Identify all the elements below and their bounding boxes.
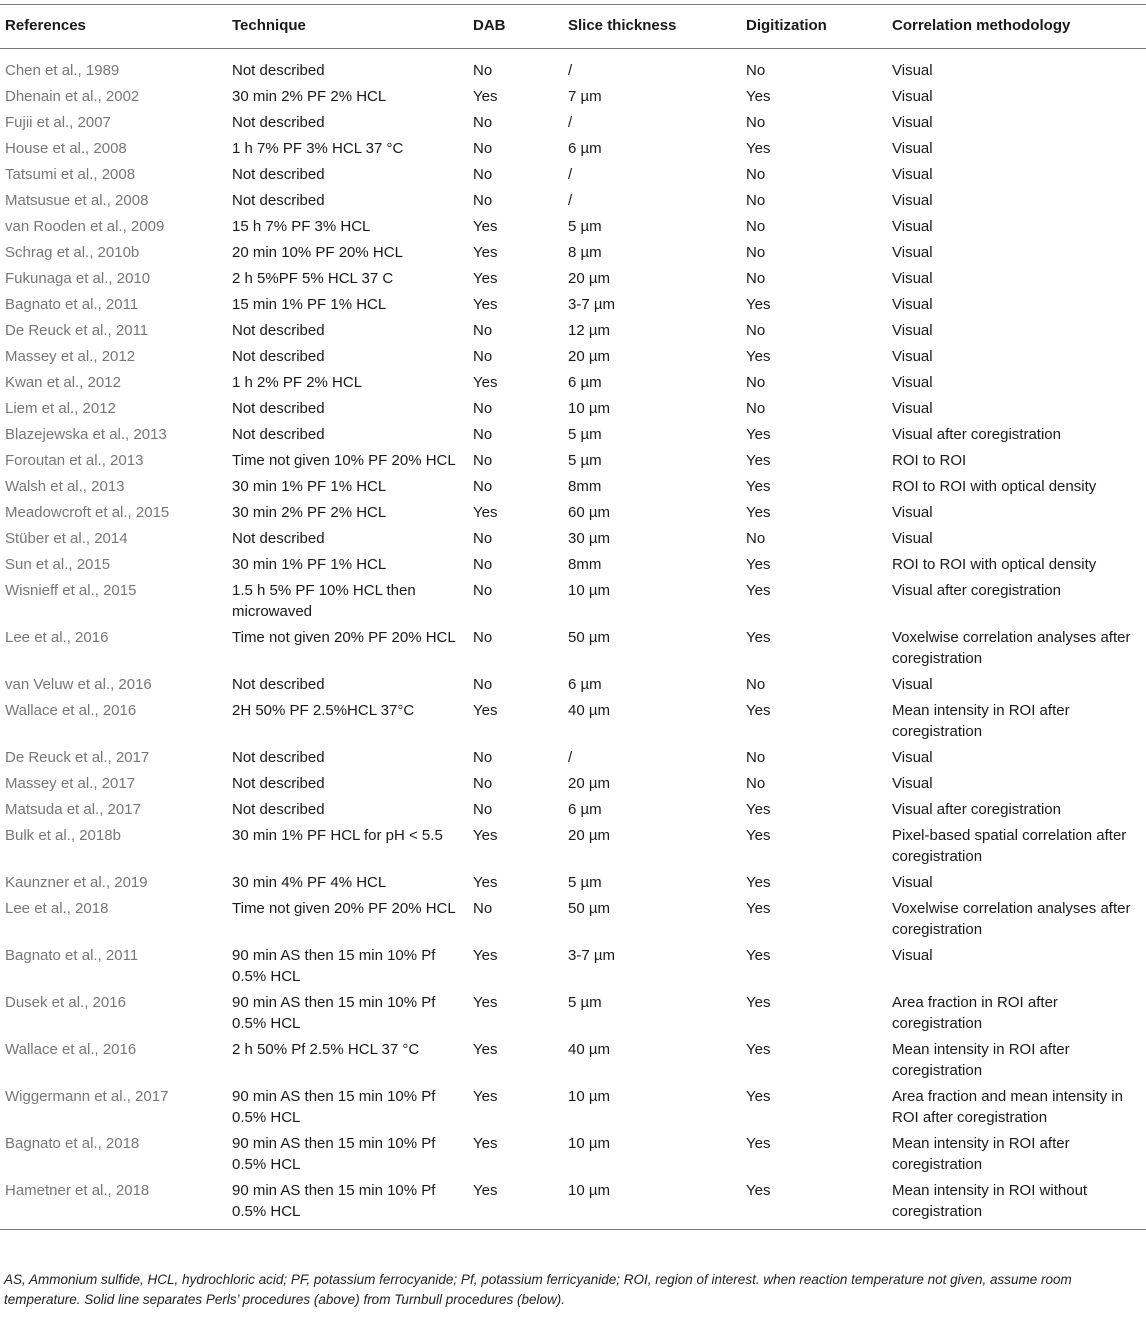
digitization-cell: No (746, 114, 766, 131)
technique-cell: Not described (232, 322, 325, 339)
dab-cell: Yes (473, 1088, 498, 1105)
correlation-methodology-cell: Area fraction and mean intensity in ROI after coregistration (892, 1088, 1123, 1126)
table-row (0, 292, 1146, 318)
correlation-methodology-cell: Visual (892, 192, 933, 209)
table-row (0, 396, 1146, 422)
table-row (0, 990, 1146, 1037)
digitization-cell: Yes (746, 947, 771, 964)
dab-cell: No (473, 801, 493, 818)
digitization-cell: Yes (746, 504, 771, 521)
reference-cell: Dhenain et al., 2002 (5, 88, 140, 105)
correlation-methodology-cell: ROI to ROI (892, 452, 967, 469)
table-row (0, 188, 1146, 214)
slice-thickness-cell: 8mm (568, 478, 602, 495)
dab-cell: No (473, 348, 493, 365)
digitization-cell: No (746, 244, 766, 261)
dab-cell: Yes (473, 374, 498, 391)
technique-cell: Not described (232, 530, 325, 547)
slice-thickness-cell: 10 µm (563, 1178, 741, 1230)
dab-cell: No (473, 452, 493, 469)
table-row (0, 672, 1146, 698)
slice-thickness-cell: / (568, 749, 573, 766)
slice-thickness-cell: 5 µm (568, 218, 602, 235)
slice-thickness-cell: 10 µm (568, 1088, 610, 1105)
correlation-methodology-cell: ROI to ROI with optical density (892, 478, 1097, 495)
table-row (0, 318, 1146, 344)
correlation-methodology-cell: Mean intensity in ROI after coregistration (892, 702, 1070, 740)
reference-cell: Kwan et al., 2012 (5, 374, 121, 391)
reference-cell: Liem et al., 2012 (5, 400, 116, 417)
correlation-methodology-cell: Visual (892, 676, 933, 693)
table-row (0, 578, 1146, 625)
digitization-cell: Yes (746, 582, 771, 599)
correlation-methodology-cell: Visual after coregistration (892, 801, 1061, 818)
dab-cell: Yes (473, 296, 498, 313)
table-row (0, 474, 1146, 500)
dab-cell: Yes (468, 1178, 563, 1230)
table-row (0, 552, 1146, 578)
digitization-cell: No (746, 322, 766, 339)
dab-cell: No (473, 775, 493, 792)
correlation-methodology-cell: Visual (892, 530, 933, 547)
slice-thickness-cell: 20 µm (568, 348, 610, 365)
digitization-cell: No (746, 749, 766, 766)
header-digitization: Digitization (741, 5, 887, 49)
digitization-cell: Yes (746, 88, 771, 105)
reference-cell: Massey et al., 2017 (5, 775, 136, 792)
table-row (0, 896, 1146, 943)
table-row (0, 943, 1146, 990)
slice-thickness-cell: 50 µm (568, 900, 610, 917)
dab-cell: Yes (473, 88, 498, 105)
technique-cell: 2 h 50% Pf 2.5% HCL 37 °C (232, 1041, 420, 1058)
technique-cell: 2 h 5%PF 5% HCL 37 C (232, 270, 394, 287)
technique-cell: Not described (232, 801, 325, 818)
digitization-cell: Yes (746, 629, 771, 646)
reference-cell: Bagnato et al., 2011 (5, 947, 139, 964)
digitization-cell: Yes (746, 994, 771, 1011)
header-correlation-methodology: Correlation methodology (887, 5, 1146, 49)
technique-cell: 30 min 1% PF HCL for pH < 5.5 (232, 827, 443, 844)
slice-thickness-cell: 20 µm (568, 270, 610, 287)
table-row (0, 240, 1146, 266)
slice-thickness-cell: 8 µm (568, 244, 602, 261)
digitization-cell: Yes (746, 478, 771, 495)
header-row (0, 5, 1146, 49)
digitization-cell: No (746, 166, 766, 183)
table-row (0, 49, 1146, 85)
technique-cell: Not described (232, 62, 325, 79)
dab-cell: No (473, 114, 493, 131)
dab-cell: Yes (473, 994, 498, 1011)
slice-thickness-cell: 3-7 µm (568, 296, 615, 313)
slice-thickness-cell: 6 µm (568, 801, 602, 818)
references-table (0, 4, 1146, 1230)
reference-cell: Sun et al., 2015 (5, 556, 111, 573)
correlation-methodology-cell: Mean intensity in ROI after coregistration (892, 1135, 1070, 1173)
dab-cell: No (473, 582, 493, 599)
header-references: References (0, 5, 227, 49)
correlation-methodology-cell: Visual (892, 270, 933, 287)
correlation-methodology-cell: Visual (892, 218, 933, 235)
digitization-cell: Yes (746, 452, 771, 469)
slice-thickness-cell: / (568, 114, 573, 131)
table-row (0, 526, 1146, 552)
table-row (0, 1178, 1146, 1230)
dab-cell: No (473, 426, 493, 443)
technique-cell: 90 min AS then 15 min 10% Pf 0.5% HCL (232, 947, 436, 985)
slice-thickness-cell: 20 µm (568, 775, 610, 792)
table-row (0, 448, 1146, 474)
correlation-methodology-cell: Mean intensity in ROI after coregistration (892, 1041, 1070, 1079)
dab-cell: No (473, 900, 493, 917)
dab-cell: No (473, 629, 493, 646)
technique-cell: 20 min 10% PF 20% HCL (232, 244, 403, 261)
technique-cell: 90 min AS then 15 min 10% Pf 0.5% HCL (232, 1135, 436, 1173)
digitization-cell: Yes (746, 827, 771, 844)
table-row (0, 797, 1146, 823)
technique-cell: Time not given 20% PF 20% HCL (232, 629, 456, 646)
technique-cell: 15 min 1% PF 1% HCL (232, 296, 387, 313)
reference-cell: Wallace et al., 2016 (5, 702, 137, 719)
reference-cell: Schrag et al., 2010b (5, 244, 140, 261)
table-row (0, 870, 1146, 896)
correlation-methodology-cell: Visual (892, 874, 933, 891)
digitization-cell: No (746, 270, 766, 287)
reference-cell: Fujii et al., 2007 (5, 114, 111, 131)
technique-cell: 1 h 2% PF 2% HCL (232, 374, 363, 391)
table-row (0, 344, 1146, 370)
slice-thickness-cell: 10 µm (568, 400, 610, 417)
reference-cell: House et al., 2008 (5, 140, 127, 157)
table-header (0, 5, 1146, 49)
technique-cell: Not described (232, 400, 325, 417)
dab-cell: No (473, 192, 493, 209)
dab-cell: No (473, 676, 493, 693)
correlation-methodology-cell: Visual (892, 62, 933, 79)
digitization-cell: Yes (746, 900, 771, 917)
reference-cell: Chen et al., 1989 (5, 62, 120, 79)
table-row (0, 1084, 1146, 1131)
slice-thickness-cell: 3-7 µm (568, 947, 615, 964)
correlation-methodology-cell: Pixel-based spatial correlation after coregistration (892, 827, 1127, 865)
digitization-cell: Yes (746, 426, 771, 443)
digitization-cell: Yes (746, 1135, 771, 1152)
correlation-methodology-cell: Visual (892, 400, 933, 417)
slice-thickness-cell: 60 µm (568, 504, 610, 521)
dab-cell: No (473, 530, 493, 547)
table-row (0, 500, 1146, 526)
technique-cell: 90 min AS then 15 min 10% Pf 0.5% HCL (232, 1088, 436, 1126)
digitization-cell: Yes (746, 1088, 771, 1105)
reference-cell: Stüber et al., 2014 (5, 530, 128, 547)
technique-cell: 1 h 7% PF 3% HCL 37 °C (232, 140, 404, 157)
technique-cell: 90 min AS then 15 min 10% Pf 0.5% HCL (232, 994, 436, 1032)
slice-thickness-cell: 5 µm (568, 994, 602, 1011)
reference-cell: Wiggermann et al., 2017 (5, 1088, 169, 1105)
dab-cell: No (473, 322, 493, 339)
header-technique: Technique (227, 5, 468, 49)
digitization-cell: Yes (741, 1178, 887, 1230)
reference-cell: Lee et al., 2016 (5, 629, 109, 646)
slice-thickness-cell: 40 µm (568, 702, 610, 719)
slice-thickness-cell: 30 µm (568, 530, 610, 547)
reference-cell: Blazejewska et al., 2013 (5, 426, 167, 443)
dab-cell: Yes (473, 244, 498, 261)
technique-cell: Not described (232, 192, 325, 209)
correlation-methodology-cell: Area fraction in ROI after coregistration (892, 994, 1058, 1032)
table-row (0, 266, 1146, 292)
digitization-cell: Yes (746, 556, 771, 573)
slice-thickness-cell: 5 µm (568, 426, 602, 443)
dab-cell: No (473, 166, 493, 183)
correlation-methodology-cell: Visual (892, 775, 933, 792)
technique-cell: 2H 50% PF 2.5%HCL 37°C (232, 702, 415, 719)
slice-thickness-cell: 10 µm (568, 1135, 610, 1152)
technique-cell: 1.5 h 5% PF 10% HCL then microwaved (232, 582, 416, 620)
technique-cell: Not described (232, 166, 325, 183)
digitization-cell: No (746, 374, 766, 391)
table-row (0, 110, 1146, 136)
dab-cell: Yes (473, 947, 498, 964)
table-body (0, 49, 1146, 1230)
correlation-methodology-cell: Visual (892, 749, 933, 766)
correlation-methodology-cell: Visual (892, 504, 933, 521)
slice-thickness-cell: 12 µm (568, 322, 610, 339)
technique-cell: 30 min 1% PF 1% HCL (232, 556, 387, 573)
correlation-methodology-cell: Visual (892, 166, 933, 183)
reference-cell: Hametner et al., 2018 (0, 1178, 227, 1230)
table-row (0, 771, 1146, 797)
digitization-cell: No (746, 192, 766, 209)
technique-cell: 90 min AS then 15 min 10% Pf 0.5% HCL (227, 1178, 468, 1230)
dab-cell: No (473, 749, 493, 766)
technique-cell: 30 min 2% PF 2% HCL (232, 88, 387, 105)
correlation-methodology-cell: Visual (892, 374, 933, 391)
correlation-methodology-cell: Visual (892, 244, 933, 261)
reference-cell: Kaunzner et al., 2019 (5, 874, 148, 891)
table-row (0, 1131, 1146, 1178)
slice-thickness-cell: 7 µm (568, 88, 602, 105)
dab-cell: Yes (473, 218, 498, 235)
dab-cell: No (473, 140, 493, 157)
correlation-methodology-cell: Visual (892, 322, 933, 339)
table-row (0, 422, 1146, 448)
reference-cell: Massey et al., 2012 (5, 348, 136, 365)
correlation-methodology-cell: Visual (892, 88, 933, 105)
reference-cell: Bagnato et al., 2018 (5, 1135, 140, 1152)
technique-cell: Not described (232, 348, 325, 365)
reference-cell: Matsuda et al., 2017 (5, 801, 141, 818)
slice-thickness-cell: / (568, 192, 573, 209)
reference-cell: Dusek et al., 2016 (5, 994, 126, 1011)
correlation-methodology-cell: Visual (892, 140, 933, 157)
correlation-methodology-cell: Voxelwise correlation analyses after coregistration (892, 629, 1131, 667)
slice-thickness-cell: 50 µm (568, 629, 610, 646)
dab-cell: Yes (473, 827, 498, 844)
dab-cell: No (473, 62, 493, 79)
correlation-methodology-cell: Visual (892, 348, 933, 365)
slice-thickness-cell: / (568, 166, 573, 183)
table-row (0, 1037, 1146, 1084)
correlation-methodology-cell: Visual (892, 947, 933, 964)
correlation-methodology-cell: Visual (892, 114, 933, 131)
technique-cell: Not described (232, 676, 325, 693)
slice-thickness-cell: 20 µm (568, 827, 610, 844)
correlation-methodology-cell: Visual after coregistration (892, 426, 1061, 443)
reference-cell: Wallace et al., 2016 (5, 1041, 137, 1058)
slice-thickness-cell: 5 µm (568, 452, 602, 469)
table-row (0, 745, 1146, 771)
table-row (0, 136, 1146, 162)
dab-cell: Yes (473, 270, 498, 287)
slice-thickness-cell: / (568, 62, 573, 79)
dab-cell: No (473, 556, 493, 573)
technique-cell: Not described (232, 114, 325, 131)
table-row (0, 698, 1146, 745)
digitization-cell: Yes (746, 140, 771, 157)
digitization-cell: No (746, 530, 766, 547)
header-slice-thickness: Slice thickness (563, 5, 741, 49)
technique-cell: Time not given 10% PF 20% HCL (232, 452, 456, 469)
reference-cell: Foroutan et al., 2013 (5, 452, 144, 469)
table-row (0, 370, 1146, 396)
digitization-cell: Yes (746, 348, 771, 365)
header-dab: DAB (468, 5, 563, 49)
digitization-cell: Yes (746, 874, 771, 891)
table-row (0, 162, 1146, 188)
correlation-methodology-cell: Visual after coregistration (892, 582, 1061, 599)
digitization-cell: No (746, 62, 766, 79)
reference-cell: Walsh et al., 2013 (5, 478, 125, 495)
technique-cell: Not described (232, 775, 325, 792)
digitization-cell: No (746, 775, 766, 792)
technique-cell: Not described (232, 749, 325, 766)
slice-thickness-cell: 5 µm (568, 874, 602, 891)
table-row (0, 84, 1146, 110)
dab-cell: Yes (473, 504, 498, 521)
slice-thickness-cell: 8mm (568, 556, 602, 573)
reference-cell: De Reuck et al., 2017 (5, 749, 150, 766)
correlation-methodology-cell: ROI to ROI with optical density (892, 556, 1097, 573)
digitization-cell: Yes (746, 801, 771, 818)
reference-cell: Bulk et al., 2018b (5, 827, 121, 844)
dab-cell: No (473, 478, 493, 495)
technique-cell: Not described (232, 426, 325, 443)
slice-thickness-cell: 6 µm (568, 676, 602, 693)
technique-cell: 30 min 1% PF 1% HCL (232, 478, 387, 495)
digitization-cell: Yes (746, 296, 771, 313)
technique-cell: 30 min 4% PF 4% HCL (232, 874, 387, 891)
slice-thickness-cell: 6 µm (568, 374, 602, 391)
technique-cell: 30 min 2% PF 2% HCL (232, 504, 387, 521)
correlation-methodology-cell: Mean intensity in ROI without coregistration (887, 1178, 1146, 1230)
table-row (0, 214, 1146, 240)
digitization-cell: No (746, 676, 766, 693)
table-row (0, 823, 1146, 870)
reference-cell: Matsusue et al., 2008 (5, 192, 149, 209)
table-row (0, 625, 1146, 672)
digitization-cell: No (746, 218, 766, 235)
slice-thickness-cell: 40 µm (568, 1041, 610, 1058)
reference-cell: Wisnieff et al., 2015 (5, 582, 137, 599)
reference-cell: van Veluw et al., 2016 (5, 676, 152, 693)
dab-cell: Yes (473, 1135, 498, 1152)
reference-cell: Bagnato et al., 2011 (5, 296, 139, 313)
reference-cell: van Rooden et al., 2009 (5, 218, 165, 235)
reference-cell: Fukunaga et al., 2010 (5, 270, 151, 287)
reference-cell: Tatsumi et al., 2008 (5, 166, 136, 183)
slice-thickness-cell: 10 µm (568, 582, 610, 599)
reference-cell: Lee et al., 2018 (5, 900, 109, 917)
reference-cell: Meadowcroft et al., 2015 (5, 504, 170, 521)
digitization-cell: Yes (746, 1041, 771, 1058)
technique-cell: 15 h 7% PF 3% HCL (232, 218, 371, 235)
slice-thickness-cell: 6 µm (568, 140, 602, 157)
dab-cell: No (473, 400, 493, 417)
correlation-methodology-cell: Voxelwise correlation analyses after coregistration (892, 900, 1131, 938)
digitization-cell: No (746, 400, 766, 417)
digitization-cell: Yes (746, 702, 771, 719)
correlation-methodology-cell: Visual (892, 296, 933, 313)
dab-cell: Yes (473, 1041, 498, 1058)
reference-cell: De Reuck et al., 2011 (5, 322, 149, 339)
dab-cell: Yes (473, 702, 498, 719)
table-footnote: AS, Ammonium sulfide, HCL, hydrochloric acid; PF, potassium ferrocyanide; Pf, potassium ferricyanide; ROI, region of interest. when reaction temperature not given, assume room temperature. Solid line separates Perls’ procedures (above) from Turnbull procedures (below). (4, 1272, 1072, 1307)
dab-cell: Yes (473, 874, 498, 891)
technique-cell: Time not given 20% PF 20% HCL (232, 900, 456, 917)
